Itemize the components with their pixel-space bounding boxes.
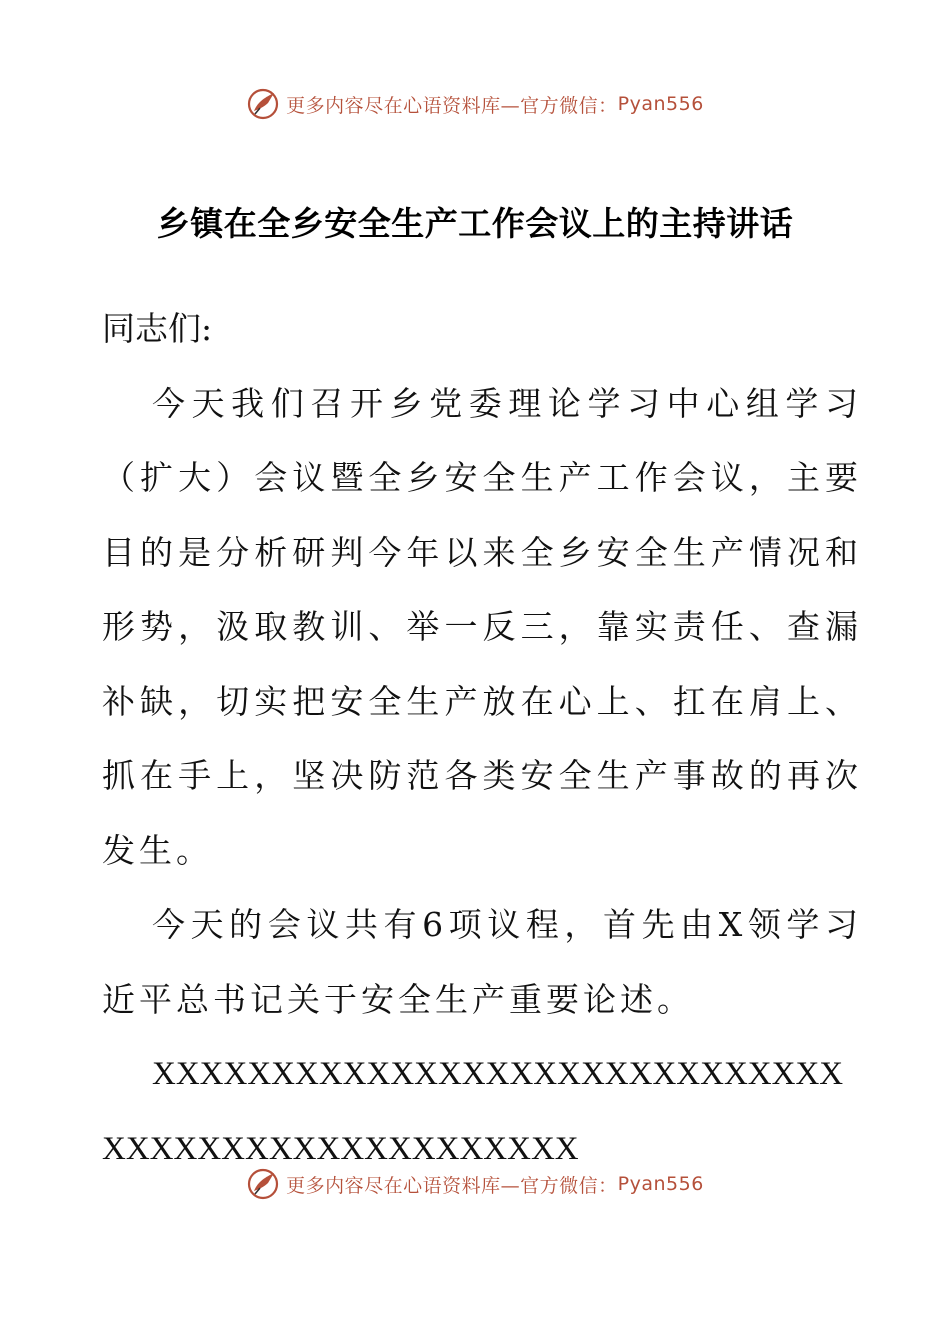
banner-wechat-id: Pyan556 bbox=[617, 93, 704, 115]
footer-watermark-banner bbox=[0, 1164, 950, 1204]
paragraph-1: 今天我们召开乡党委理论学习中心组学习（扩大）会议暨全乡安全生产工作会议，主要目的是分析研判今年以来全乡安全生产情况和形势，汲取教训、举一反三，靠实责任、查漏补缺，切实把安全生产放在心上、扛在肩上、抓在手上，坚决防范各类安全生产事故的再次发生。 bbox=[102, 383, 862, 870]
paragraph-2: 今天的会议共有6项议程，首先由X领学习近平总书记关于安全生产重要论述。 bbox=[102, 905, 862, 1019]
banner-text: 更多内容尽在心语资料库—官方微信： bbox=[286, 94, 618, 117]
banner-text: 更多内容尽在心语资料库—官方微信： bbox=[286, 1174, 618, 1197]
placeholder-text: XXXXXXXXXXXXXXXXXXXXXXXXXXXXXXXXXXXXXXXXXXXXXXXXX bbox=[102, 1056, 844, 1167]
salutation: 同志们: bbox=[102, 309, 213, 348]
document-title: 乡镇在全乡安全生产工作会议上的主持讲话 bbox=[156, 204, 794, 243]
document-body bbox=[102, 292, 862, 1186]
pen-logo-icon bbox=[246, 1167, 280, 1201]
banner-wechat-id: Pyan556 bbox=[617, 1173, 704, 1195]
pen-logo-icon bbox=[246, 87, 280, 121]
header-watermark-banner bbox=[0, 84, 950, 124]
